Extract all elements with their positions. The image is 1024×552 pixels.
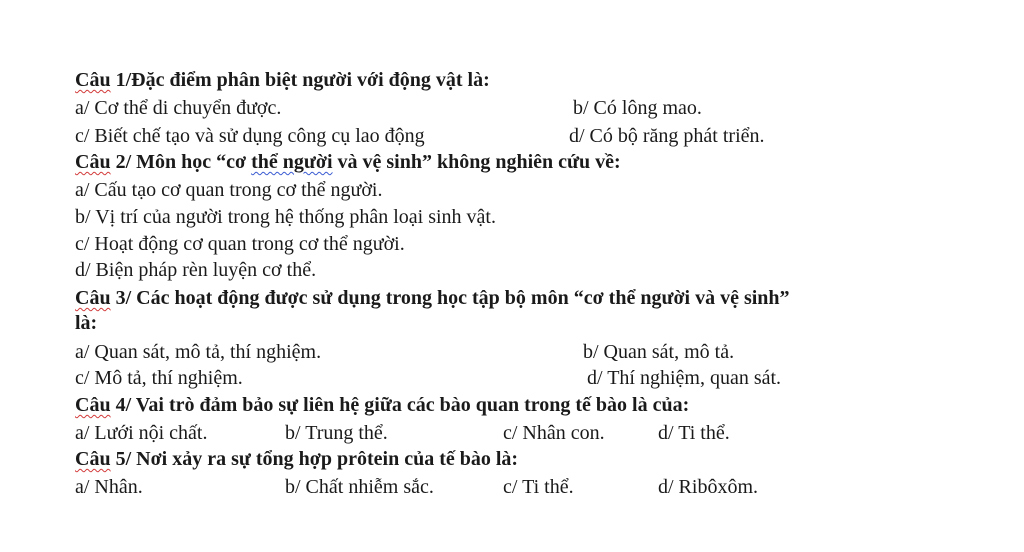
option-c: c/ Nhân con. [503, 422, 605, 444]
question-label: Câu [75, 287, 111, 309]
option-b: b/ Có lông mao. [573, 97, 702, 119]
option-a: a/ Lưới nội chất. [75, 422, 208, 444]
option-c: c/ Hoạt động cơ quan trong cơ thể người. [75, 233, 405, 255]
option-b: b/ Trung thể. [285, 422, 388, 444]
option-d: d/ Thí nghiệm, quan sát. [587, 367, 782, 389]
question-prompt-part-1: 2/ Môn học “cơ [110, 151, 252, 173]
question-label: Câu [75, 448, 111, 470]
question-2-option-b [75, 205, 496, 229]
question-5-title [75, 447, 518, 471]
question-prompt-cont: là: [75, 312, 98, 334]
question-2-option-a [75, 178, 383, 202]
question-3-title-cont [75, 311, 97, 335]
option-a: a/ Cơ thể di chuyển được. [75, 97, 282, 119]
question-prompt: 5/ Nơi xảy ra sự tổng hợp prôtein của tế bào là: [110, 448, 519, 470]
question-label: Câu [75, 394, 111, 416]
question-2-title [75, 150, 621, 174]
question-2-option-c [75, 232, 405, 256]
question-prompt: 4/ Vai trò đảm bảo sự liên hệ giữa các bào quan trong tế bào là của: [110, 394, 690, 416]
option-a: a/ Nhân. [75, 476, 143, 498]
question-3-title [75, 286, 790, 310]
question-1-title [75, 68, 490, 92]
option-d: d/ Có bộ răng phát triển. [569, 125, 765, 147]
question-2-option-d [75, 258, 316, 282]
option-c: c/ Ti thể. [503, 476, 574, 498]
question-label: Câu [75, 151, 111, 173]
option-a: a/ Cấu tạo cơ quan trong cơ thể người. [75, 179, 383, 201]
option-d: d/ Biện pháp rèn luyện cơ thể. [75, 259, 317, 281]
question-label: Câu [75, 69, 111, 91]
question-prompt: 3/ Các hoạt động được sử dụng trong học tập bộ môn “cơ thể người và vệ sinh” [110, 287, 790, 309]
option-b: b/ Chất nhiễm sắc. [285, 476, 434, 498]
option-d: d/ Ti thể. [658, 422, 730, 444]
question-prompt-part-2: và vệ sinh” không nghiên cứu về: [332, 151, 621, 173]
option-d: d/ Ribôxôm. [658, 476, 759, 498]
option-b: b/ Quan sát, mô tả. [583, 341, 735, 363]
option-a: a/ Quan sát, mô tả, thí nghiệm. [75, 341, 322, 363]
option-c: c/ Mô tả, thí nghiệm. [75, 367, 243, 389]
option-b: b/ Vị trí của người trong hệ thống phân loại sinh vật. [75, 206, 496, 228]
question-prompt-marked: thể người [251, 151, 333, 173]
question-prompt: 1/Đặc điểm phân biệt người với động vật là: [110, 69, 490, 91]
question-4-title [75, 393, 689, 417]
option-c: c/ Biết chế tạo và sử dụng công cụ lao động [75, 125, 425, 147]
